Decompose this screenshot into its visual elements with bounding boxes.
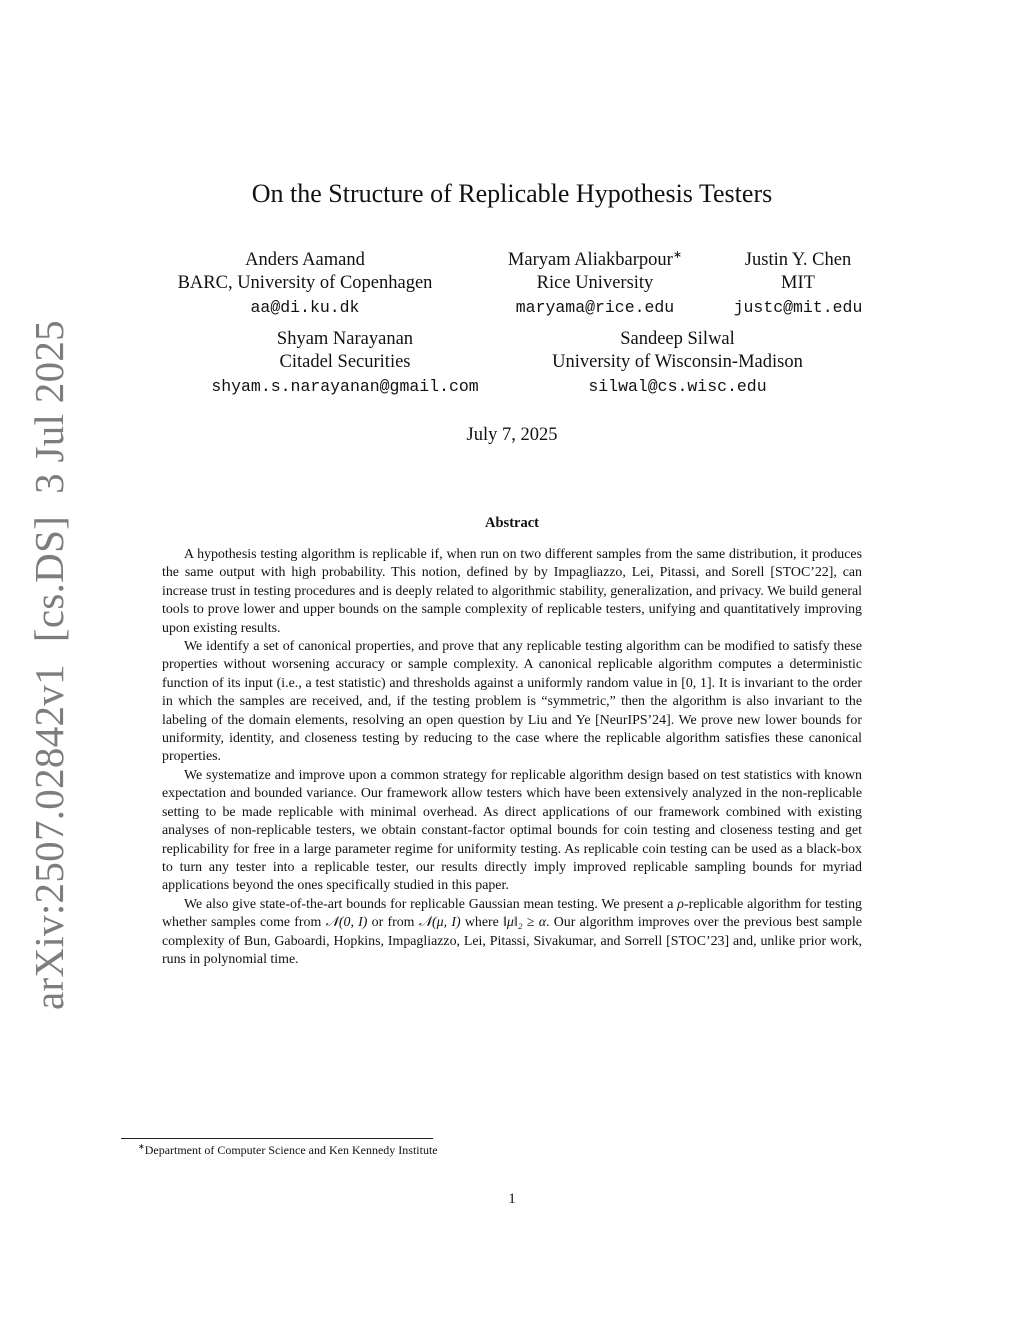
math-normal-zero: 𝒩(0, I) <box>325 915 368 931</box>
abstract-paragraph-3: We systematize and improve upon a common strategy for replicable algorithm design based on test statistics with known expectation and bounded variance. Our framework allow testers which have been extensively analyzed in the non-replicable setting to be made replicable with minimal overhead. As direct applications of our framework combined with existing analyses of non-replicable testers, we obtain constant-factor optimal bounds for coin testing and closeness testing and get replicability for free in a large parameter regime for uniformity testing. As replicable coin testing can be used as a black-box to turn any tester into a replicable tester, our results directly imply improved replicable sampling bounds for myriad applications beyond the ones specifically studied in this paper. <box>162 767 862 894</box>
author-name: Maryam Aliakbarpour∗ <box>507 248 683 270</box>
author-block-1 <box>150 249 460 319</box>
abstract-paragraph-1: A hypothesis testing algorithm is replicable if, when run on two different samples from the same distribution, it produces the same output with high probability. This notion, defined by by Impagliazzo, Lei, Pitassi, and Sorell [STOC’22], can increase trust in testing procedures and is deeply related to algorithmic stability, generalization, and privacy. We build general tools to prove lower and upper bounds on the sample complexity of replicable testers, unifying and quantitatively improving upon existing results. <box>162 547 862 636</box>
author-affiliation: Citadel Securities <box>279 352 411 372</box>
author-block-3 <box>718 249 878 319</box>
abstract-paragraph-4: We also give state-of-the-art bounds for replicable Gaussian mean testing. We present a ρ-replicable algorithm for testing whether samples come from 𝒩(0, I) or from 𝒩(μ, I) where ‖μ‖₂ ≥ α. Our algorithm improves over the previous best sample complexity of Bun, Gaboardi, Hopkins, Impagliazzo, Lei, Pitassi, Sivakumar, and Sorrell [STOC’23] and, unlike prior work, runs in polynomial time. <box>162 896 862 967</box>
abstract-heading: Abstract <box>485 515 539 531</box>
author-name: Anders Aamand <box>245 250 365 270</box>
footnote-mark: ∗ <box>138 1142 145 1151</box>
author-name: Shyam Narayanan <box>276 329 414 349</box>
paper-date: July 7, 2025 <box>466 425 558 445</box>
author-block-4 <box>180 328 510 398</box>
author-email[interactable]: justc@mit.edu <box>733 298 863 317</box>
arxiv-date: 3 Jul 2025 <box>26 320 72 494</box>
footnote-text: Department of Computer Science and Ken Kennedy Institute <box>144 1143 438 1157</box>
author-block-2 <box>484 249 706 319</box>
author-email[interactable]: maryama@rice.edu <box>515 298 675 317</box>
author-block-5 <box>520 328 835 398</box>
footnote-rule <box>121 1138 433 1139</box>
abstract-paragraph-2: We identify a set of canonical properties, and prove that any replicable testing algorithm can be modified to satisfy these properties without worsening accuracy or sample complexity. A canonical replicable algorithm computes a deterministic function of its input (i.e., a test statistic) and thresholds against a uniformly random value in [0, 1]. It is invariant to the order in which the samples are received, and, if the testing problem is “symmetric,” then the algorithm is also invariant to the labeling of the domain elements, resolving an open question by Liu and Ye [NeurIPS’24]. We prove new lower bounds for uniformity, identity, and closeness testing by reducing to the case where the replicable algorithm satisfies these canonical properties. <box>162 639 862 765</box>
abstract-body <box>162 546 862 969</box>
author-email[interactable]: shyam.s.narayanan@gmail.com <box>211 377 479 396</box>
math-norm-condition: ‖μ‖₂ ≥ α <box>503 915 547 931</box>
arxiv-id[interactable]: arXiv:2507.02842v1 <box>26 664 72 1010</box>
footnote <box>138 1143 438 1158</box>
author-email[interactable]: aa@di.ku.dk <box>250 298 360 317</box>
arxiv-category: [cs.DS] <box>26 515 72 643</box>
arxiv-stamp-text <box>25 320 73 1010</box>
author-name: Sandeep Silwal <box>620 329 735 349</box>
author-affiliation: MIT <box>781 273 815 293</box>
author-email[interactable]: silwal@cs.wisc.edu <box>588 377 767 396</box>
math-rho: ρ <box>677 896 684 912</box>
paper-title: On the Structure of Replicable Hypothesis Testers <box>251 179 773 208</box>
footnote-mark[interactable]: ∗ <box>672 248 683 261</box>
author-affiliation: University of Wisconsin-Madison <box>552 352 803 372</box>
page-number: 1 <box>508 1191 516 1207</box>
author-affiliation: Rice University <box>536 273 654 293</box>
author-affiliation: BARC, University of Copenhagen <box>177 273 433 293</box>
author-name: Justin Y. Chen <box>744 250 852 270</box>
math-normal-mu: 𝒩(μ, I) <box>418 915 461 931</box>
